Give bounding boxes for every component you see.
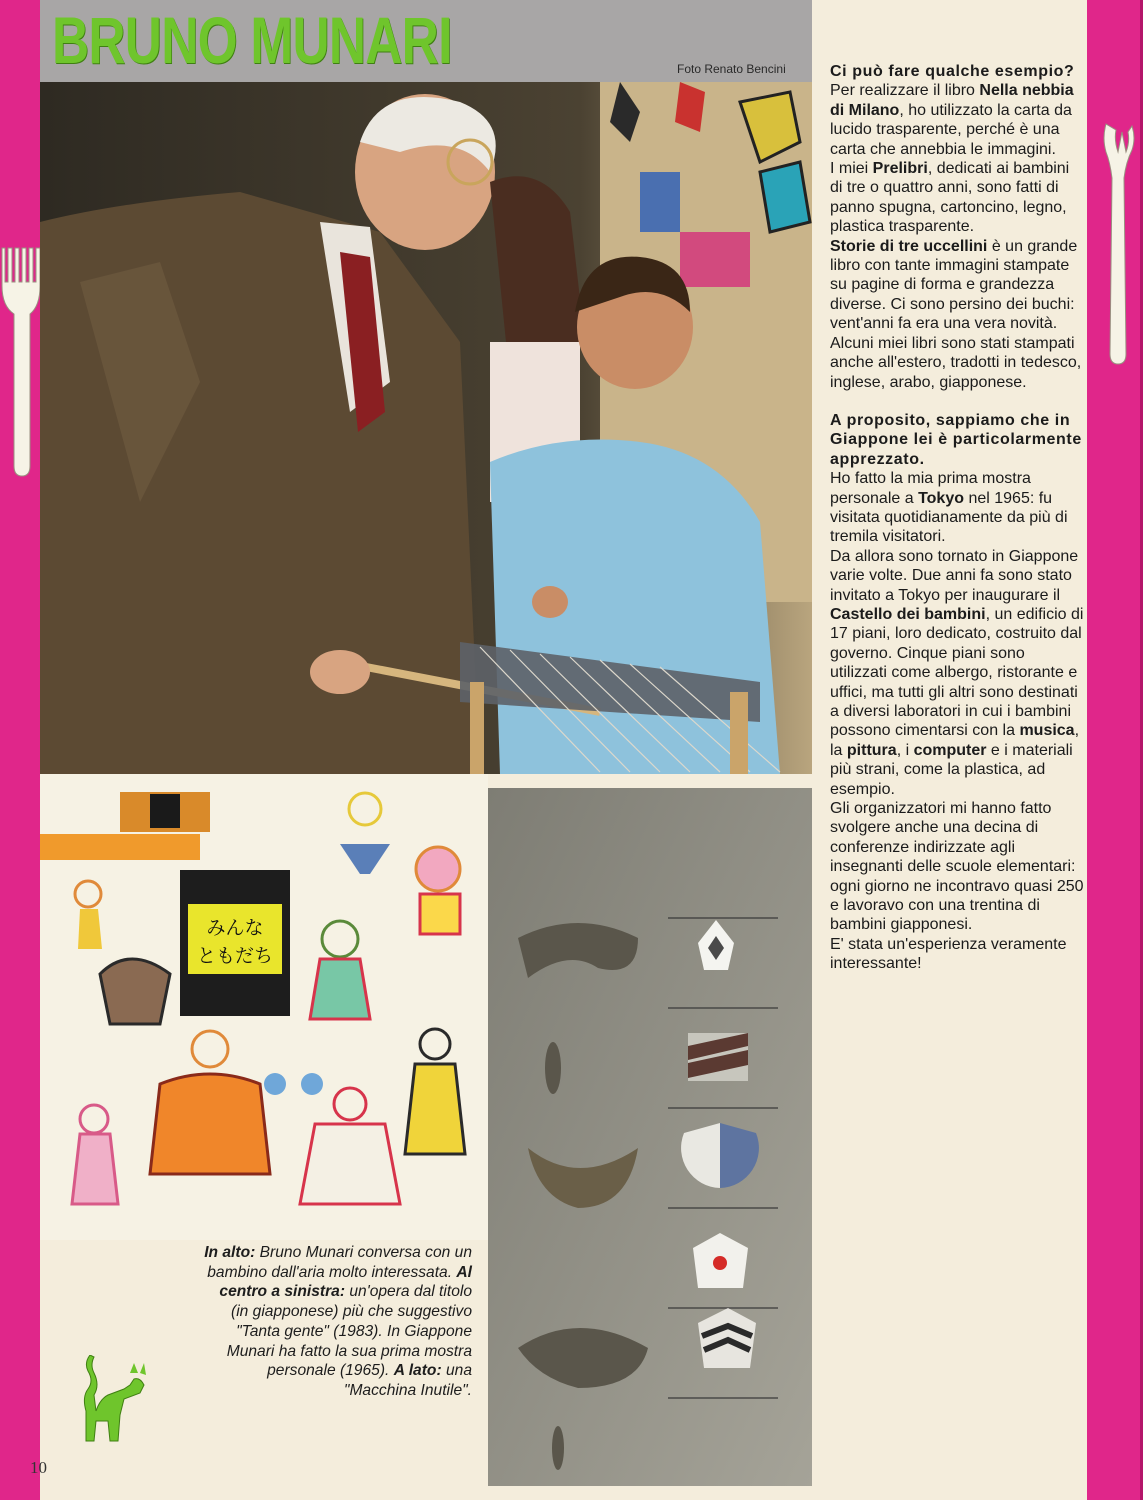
- fork-icon: [0, 240, 42, 480]
- fork-icon: [1092, 118, 1140, 368]
- question-1: Ci può fare qualche esempio?: [830, 63, 1075, 80]
- answer-paragraph: I miei Prelibri, dedicati ai bambini di tre o quattro anni, sono fatti di panno spugna, cartoncino, legno, plastica trasparente.: [830, 160, 1070, 236]
- page-title: BRUNO MUNARI: [52, 3, 452, 77]
- page-number: 10: [30, 1458, 47, 1477]
- answer-paragraph: Per realizzare il libro Nella nebbia di Milano, ho utilizzato la carta da lucido trasparente, perché è una carta che annebbia le immagini.: [830, 82, 1074, 158]
- book-title-line2: ともだち: [196, 945, 274, 967]
- caption-side-label: A lato:: [393, 1362, 442, 1380]
- caption-top-text: Bruno Munari conversa con un bambino dall'aria molto interessata.: [207, 1244, 472, 1281]
- caption-side-text: una "Macchina Inutile".: [343, 1362, 472, 1399]
- machine-photo: [488, 788, 812, 1486]
- answer-paragraph: Ho fatto la mia prima mostra personale a Tokyo nel 1965: fu visitata quotidianamente da più di tremila visitatori.: [830, 470, 1068, 546]
- cat-icon: [78, 1355, 168, 1445]
- answer-paragraph: Da allora sono tornato in Giappone varie volte. Due anni fa sono stato invitato a Tokyo per inaugurare il Castello dei bambini, un edificio di 17 piani, loro dedicato, costruito dal governo. Cinque piani sono utilizzati come albergo, ristorante e uffici, ma tutti gli altri sono destinati a diversi laboratori in cui i bambini possono cimentarsi con la musica, la pittura, i computer e i materiali più strani, come la plastica, ad esempio.: [830, 547, 1084, 798]
- caption-top-label: In alto:: [204, 1244, 256, 1261]
- caption-center-text: un'opera dal titolo (in giapponese) più che suggestivo "Tanta gente" (1983). In Giappone Munari ha fatto la sua prima mostra personale (1965).: [226, 1283, 472, 1380]
- answer-paragraph: Alcuni miei libri sono stati stampati anche all'estero, tradotti in tedesco, inglese, arabo, giapponese.: [830, 334, 1082, 391]
- question-2: A proposito, sappiamo che in Giappone lei è particolarmente apprezzato.: [830, 411, 1082, 468]
- answer-paragraph: Gli organizzatori mi hanno fatto svolgere anche una decina di conferenze indirizzate agli insegnanti delle scuole elementari: ogni giorno ne incontravo quasi 250 e lavoravo con una trentina di bambini giapponesi.: [830, 800, 1084, 934]
- interview-column: [830, 62, 1086, 974]
- photo-caption: [200, 1243, 472, 1401]
- caption-center-label: Al centro a sinistra:: [219, 1263, 472, 1301]
- drawings-photo: [40, 774, 488, 1240]
- left-magenta-band: [0, 0, 40, 1500]
- answer-paragraph: E' stata un'esperienza veramente interessante!: [830, 935, 1067, 973]
- answer-paragraph: Storie di tre uccellini è un grande libro con tante immagini stampate su pagine di forma e grandezza diverse. Ci sono persino dei buchi: vent'anni fa era una vera novità.: [830, 237, 1078, 333]
- main-photo: [40, 82, 812, 774]
- photo-credit: Foto Renato Bencini: [677, 62, 786, 76]
- book-title-line1: みんな: [206, 917, 264, 939]
